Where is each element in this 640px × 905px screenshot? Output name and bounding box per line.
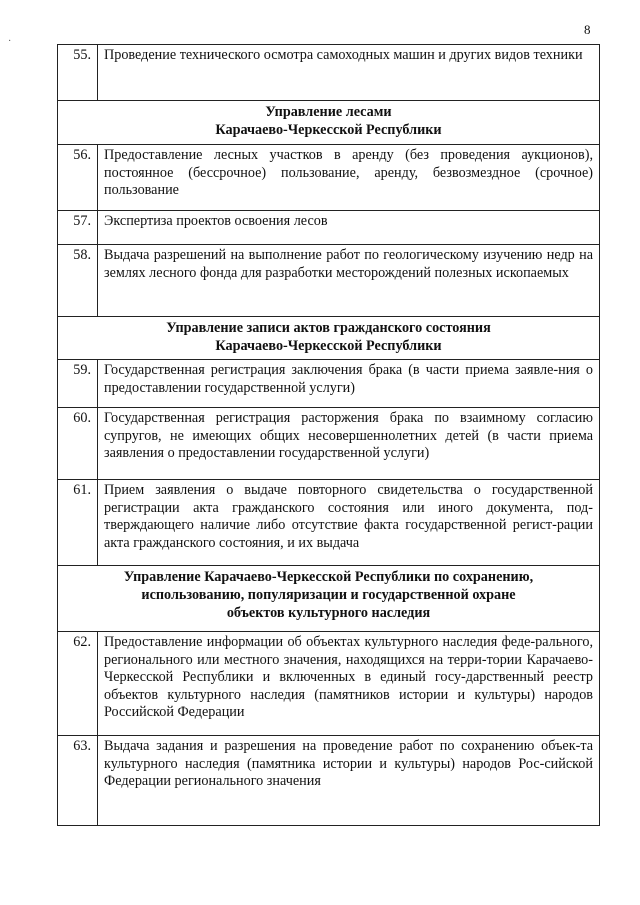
page-number: 8	[584, 22, 591, 37]
row-number: 55.	[58, 45, 98, 101]
table-row	[58, 408, 600, 480]
section-title	[58, 566, 600, 632]
section-title-line: Управление лесами	[265, 104, 392, 120]
row-number: 57.	[58, 211, 98, 245]
service-description: Государственная регистрация расторжения брака по взаимному согласию супругов, не имеющих общих несовершеннолетних детей (в части приема заявления о предоставлении государственной услуги)	[98, 408, 600, 480]
service-description: Проведение технического осмотра самоходных машин и других видов техники	[98, 45, 600, 101]
service-description: Экспертиза проектов освоения лесов	[98, 211, 600, 245]
services-table	[57, 44, 600, 826]
service-description: Прием заявления о выдаче повторного свидетельства о государственной регистрации акта гражданского состояния или иного документа, под-тверждающего наличие либо отсутствие факта государственной регист-рации акта гражданского состояния, и их выдача	[98, 480, 600, 566]
row-number: 59.	[58, 360, 98, 408]
row-number: 62.	[58, 632, 98, 736]
service-description: Предоставление информации об объектах культурного наследия феде-рального, регионального или местного значения, находящихся на терри-тории Карачаево-Черкесской Республики и включенных в единый госу-дарственный реестр объектов культурного наследия (памятников истории и культуры) народов Российской Федерации	[98, 632, 600, 736]
section-title-line: Управление Карачаево-Черкесской Республики по сохранению,	[123, 569, 534, 585]
row-number: 60.	[58, 408, 98, 480]
section-title-line: Карачаево-Черкесской Республики	[215, 338, 442, 354]
section-title-line: использованию, популяризации и государственной охране	[141, 587, 516, 603]
section-title-line: Управление записи актов гражданского состояния	[166, 320, 491, 336]
section-title-line: объектов культурного наследия	[226, 605, 431, 621]
row-number: 56.	[58, 145, 98, 211]
section-title	[58, 317, 600, 360]
service-description: Государственная регистрация заключения брака (в части приема заявле-ния о предоставлении государственной услуги)	[98, 360, 600, 408]
service-description: Предоставление лесных участков в аренду (без проведения аукционов), постоянное (бессрочное) пользование, аренду, безвозмездное (срочное) пользование	[98, 145, 600, 211]
table-row	[58, 211, 600, 245]
section-title	[58, 101, 600, 145]
row-number: 63.	[58, 736, 98, 826]
table-row	[58, 736, 600, 826]
table-row	[58, 45, 600, 101]
row-number: 58.	[58, 245, 98, 317]
table-row	[58, 360, 600, 408]
row-number: 61.	[58, 480, 98, 566]
section-header-row	[58, 101, 600, 145]
section-header-row	[58, 566, 600, 632]
section-title-line: Карачаево-Черкесской Республики	[215, 122, 442, 138]
margin-mark: ·	[8, 36, 12, 47]
table-row	[58, 145, 600, 211]
table-row	[58, 245, 600, 317]
service-description: Выдача разрешений на выполнение работ по геологическому изучению недр на землях лесного фонда для разработки месторождений полезных ископаемых	[98, 245, 600, 317]
table-row	[58, 480, 600, 566]
service-description: Выдача задания и разрешения на проведение работ по сохранению объек-та культурного наследия (памятника истории и культуры) народов Рос-сийской Федерации регионального значения	[98, 736, 600, 826]
table-row	[58, 632, 600, 736]
section-header-row	[58, 317, 600, 360]
